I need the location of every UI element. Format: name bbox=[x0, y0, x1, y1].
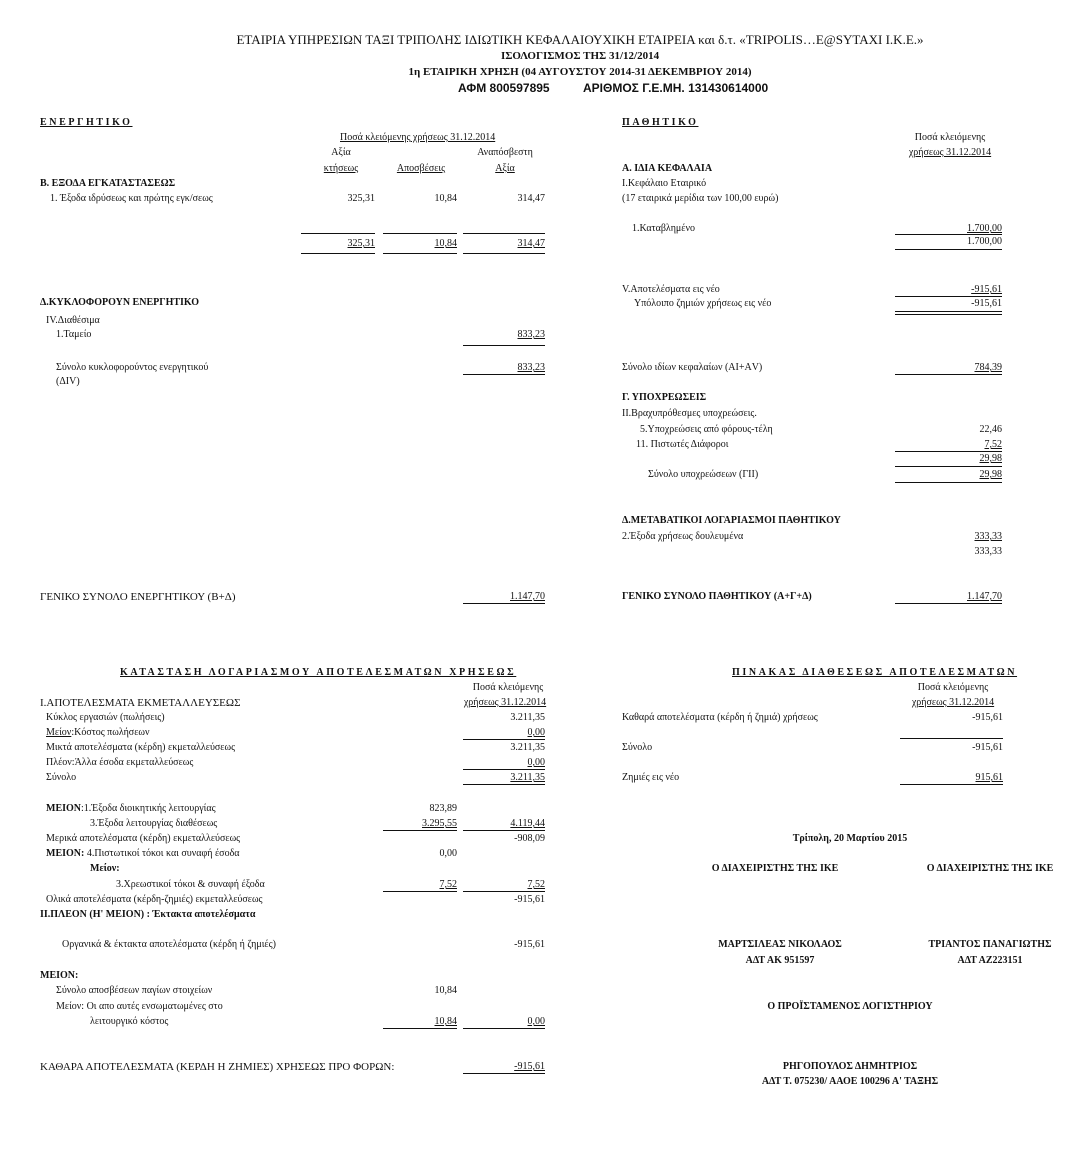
admin1-role: Ο ΔΙΑΧΕΙΡΙΣΤΗΣ ΤΗΣ ΙΚΕ bbox=[711, 863, 839, 874]
income-cost-rest: :Κόστος πωλήσεων bbox=[71, 727, 150, 738]
income-net-val: -915,61 bbox=[514, 1061, 545, 1072]
col-acquisition-1: Αξία bbox=[331, 147, 351, 158]
income-cost-val: 0,00 bbox=[527, 727, 545, 738]
liab-d-title: Δ.ΜΕΤΑΒΑΤΙΚΟΙ ΛΟΓΑΡΙΑΣΜΟΙ ΠΑΘΗΤΙΚΟΥ bbox=[622, 515, 841, 526]
income-dep-less-total: 0,00 bbox=[527, 1016, 545, 1027]
dist-loss: Ζημιές εις νέο bbox=[622, 772, 680, 783]
income-org: Οργανικά & έκτακτα αποτελέσματα (κέρδη ή ζημιές) bbox=[62, 939, 276, 950]
income-int-exp-total: 7,52 bbox=[527, 879, 545, 890]
assets-grand-label: ΓΕΝΙΚΟ ΣΥΝΟΛΟ ΕΝΕΡΓΗΤΙΚΟΥ (Β+Δ) bbox=[40, 591, 236, 603]
liab-a-v-sub-val: -915,61 bbox=[971, 298, 1002, 309]
income-minus: Μείον: bbox=[90, 863, 120, 874]
assets-title: ΕΝΕΡΓΗΤΙΚΟ bbox=[40, 117, 133, 128]
liab-a-total-val: 784,39 bbox=[974, 362, 1002, 373]
income-gross: Μικτά αποτελέσματα (κέρδη) εκμεταλλεύσεως bbox=[46, 742, 236, 753]
income-cost-prefix: Μείον bbox=[46, 727, 72, 738]
income-sum: Σύνολο bbox=[46, 772, 77, 783]
assets-d-cash: 1.Ταμείο bbox=[56, 329, 92, 340]
liab-a-total: Σύνολο ιδίων κεφαλαίων (ΑΙ+ΑV) bbox=[622, 362, 763, 373]
accountant-id: ΑΔΤ Τ. 075230/ ΑΑΟΕ 100296 Α' ΤΑΞΗΣ bbox=[761, 1076, 939, 1087]
company-title: ΕΤΑΙΡΙΑ ΥΠΗΡΕΣΙΩΝ ΤΑΞΙ ΤΡΙΠΟΛΗΣ ΙΔΙΩΤΙΚΗ ΚΕΦΑΛΑΙΟΥΧΙΚΗ ΕΤΑΙΡΕΙΑ και δ.τ. «TRIPOLIS…E@SYTAXI I.K.E.» bbox=[236, 32, 924, 47]
accountant-name: ΡΗΓΟΠΟΥΛΟΣ ΔΗΜΗΤΡΙΟΣ bbox=[782, 1061, 918, 1072]
income-period-header-1: Ποσά κλειόμενης bbox=[472, 682, 544, 693]
income-admin-prefix: ΜΕΙΟΝ bbox=[46, 803, 81, 814]
liab-a-v-val: -915,61 bbox=[971, 284, 1002, 295]
tax-id: ΑΦΜ 800597895 bbox=[458, 81, 550, 95]
liab-g-tax-val: 22,46 bbox=[979, 424, 1002, 435]
liab-g-total: Σύνολο υποχρεώσεων (ΓΙΙ) bbox=[648, 469, 759, 480]
place-date: Τρίπολη, 20 Μαρτίου 2015 bbox=[792, 833, 908, 844]
col-depreciation: Αποσβέσεις bbox=[396, 163, 446, 174]
liab-g-sub-val: 29,98 bbox=[979, 453, 1002, 464]
income-dep-less: Μείον: Οι απο αυτές ενσωματωμένες στο bbox=[56, 1001, 223, 1012]
assets-b-total-dep: 10,84 bbox=[434, 238, 457, 249]
assets-b-title: Β. ΕΞΟΔΑ ΕΓΚΑΤΑΣΤΑΣΕΩΣ bbox=[40, 178, 176, 189]
income-admin-val: 823,89 bbox=[429, 803, 457, 814]
assets-d-total-1: Σύνολο κυκλοφορούντος ενεργητικού bbox=[56, 362, 209, 373]
fiscal-period: 1η ΕΤΑΙΡΙΚΗ ΧΡΗΣΗ (04 ΑΥΓΟΥΣΤΟΥ 2014-31 ΔΕΚΕΜΒΡΙΟΥ 2014) bbox=[408, 66, 752, 78]
dist-sum-val: -915,61 bbox=[972, 742, 1003, 753]
balance-sheet-title: ΙΣΟΛΟΓΙΣΜΟΣ ΤΗΣ 31/12/2014 bbox=[500, 50, 660, 62]
dist-net: Καθαρά αποτελέσματα (κέρδη ή ζημιά) χρήσεως bbox=[622, 712, 818, 723]
income-dep-less-val: 10,84 bbox=[434, 1016, 457, 1027]
income-turnover: Κύκλος εργασιών (πωλήσεις) bbox=[46, 712, 165, 723]
assets-b-item: 1. Έξοδα ιδρύσεως και πρώτης εγκ/σεως bbox=[50, 193, 213, 204]
income-admin bbox=[46, 803, 216, 814]
assets-b-total-acq: 325,31 bbox=[347, 238, 375, 249]
income-int-inc-prefix: ΜΕΙΟΝ: bbox=[46, 848, 85, 859]
liab-d-item-val: 333,33 bbox=[974, 531, 1002, 542]
col-net-2: Αξία bbox=[495, 163, 515, 174]
income-net-label: ΚΑΘΑΡΑ ΑΠΟΤΕΛΕΣΜΑΤΑ (ΚΕΡΔΗ Η ΖΗΜΙΕΣ) ΧΡΗΣΕΩΣ ΠΡΟ ΦΟΡΩΝ: bbox=[40, 1061, 395, 1073]
assets-b-item-acq: 325,31 bbox=[347, 193, 375, 204]
income-int-exp: 3.Χρεωστικοί τόκοι & συναφή έξοδα bbox=[116, 879, 265, 890]
dist-loss-val: 915,61 bbox=[975, 772, 1003, 783]
accountant-role: Ο ΠΡΟΪΣΤΑΜΕΝΟΣ ΛΟΓΙΣΤΗΡΙΟΥ bbox=[767, 1001, 933, 1012]
income-dep-val: 10,84 bbox=[434, 985, 457, 996]
dist-period-header-1: Ποσά κλειόμενης bbox=[917, 682, 989, 693]
income-other-val: 0,00 bbox=[527, 757, 545, 768]
assets-d-title: Δ.ΚΥΚΛΟΦΟΡΟΥΝ ΕΝΕΡΓΗΤΙΚΟ bbox=[40, 297, 200, 308]
col-acquisition-2: κτήσεως bbox=[323, 163, 359, 174]
assets-d-total-val: 833,23 bbox=[517, 362, 545, 373]
income-total-op: Ολικά αποτελέσματα (κέρδη-ζημιές) εκμεταλλεύσεως bbox=[46, 894, 263, 905]
liab-a-paid-total: 1.700,00 bbox=[967, 236, 1002, 247]
distribution-title: ΠΙΝΑΚΑΣ ΔΙΑΘΕΣΕΩΣ ΑΠΟΤΕΛΕΣΜΑΤΩΝ bbox=[732, 667, 1018, 678]
assets-period-header: Ποσά κλειόμενης χρήσεως 31.12.2014 bbox=[340, 132, 496, 143]
liab-g-cred: 11. Πιστωτές Διάφοροι bbox=[636, 439, 729, 450]
income-meion: ΜΕΙΟΝ: bbox=[40, 970, 79, 981]
gemi-number: ΑΡΙΘΜΟΣ Γ.Ε.ΜΗ. 131430614000 bbox=[583, 81, 769, 95]
liab-grand-val: 1.147,70 bbox=[967, 591, 1002, 602]
income-gross-val: 3.211,35 bbox=[510, 742, 545, 753]
liab-a-v: V.Αποτελέσματα εις νέο bbox=[622, 284, 720, 295]
income-total-op-val: -915,61 bbox=[514, 894, 545, 905]
liab-a-v-sub: Υπόλοιπο ζημιών χρήσεως εις νέο bbox=[634, 298, 772, 309]
income-org-val: -915,61 bbox=[514, 939, 545, 950]
dist-sum: Σύνολο bbox=[622, 742, 653, 753]
income-int-exp-val: 7,52 bbox=[439, 879, 457, 890]
income-admin-rest: :1.Έξοδα διοικητικής λειτουργίας bbox=[81, 803, 216, 814]
assets-b-item-net: 314,47 bbox=[517, 193, 545, 204]
income-dist-total: 4.119,44 bbox=[510, 818, 545, 829]
liab-a-i: Ι.Κεφάλαιο Εταιρικό bbox=[622, 178, 707, 189]
income-dist-val: 3.295,55 bbox=[422, 818, 457, 829]
liabilities-title: ΠΑΘΗΤΙΚΟ bbox=[622, 117, 699, 128]
liab-period-header-1: Ποσά κλειόμενης bbox=[914, 132, 986, 143]
liab-g-total-val: 29,98 bbox=[979, 469, 1002, 480]
admin2-id: ΑΔΤ ΑΖ223151 bbox=[957, 955, 1023, 966]
liab-a-title: Α. ΙΔΙΑ ΚΕΦΑΛΑΙΑ bbox=[622, 163, 713, 174]
admin2-role: Ο ΔΙΑΧΕΙΡΙΣΤΗΣ ΤΗΣ ΙΚΕ bbox=[926, 863, 1054, 874]
assets-grand-val: 1.147,70 bbox=[510, 591, 545, 602]
income-partial-val: -908,09 bbox=[514, 833, 545, 844]
income-dist: 3.Έξοδα λειτουργίας διαθέσεως bbox=[90, 818, 218, 829]
income-dep: Σύνολο αποσβέσεων παγίων στοιχείων bbox=[56, 985, 213, 996]
liab-d-total-val: 333,33 bbox=[974, 546, 1002, 557]
assets-d-iv: IV.Διαθέσιμα bbox=[46, 315, 100, 326]
income-int-inc-val: 0,00 bbox=[439, 848, 457, 859]
assets-b-total-net: 314,47 bbox=[517, 238, 545, 249]
dist-net-val: -915,61 bbox=[972, 712, 1003, 723]
liab-d-item: 2.Έξοδα χρήσεως δουλευμένα bbox=[622, 531, 744, 542]
liab-a-paid: 1.Καταβλημένο bbox=[632, 223, 696, 234]
liab-period-header-2: χρήσεως 31.12.2014 bbox=[908, 147, 992, 158]
admin2-name: ΤΡΙΑΝΤΟΣ ΠΑΝΑΓΙΩΤΗΣ bbox=[928, 939, 1052, 950]
income-title: ΚΑΤΑΣΤΑΣΗ ΛΟΓΑΡΙΑΣΜΟΥ ΑΠΟΤΕΛΕΣΜΑΤΩΝ ΧΡΗΣΕΩΣ bbox=[120, 667, 517, 678]
liab-g-tax: 5.Υποχρεώσεις από φόρους-τέλη bbox=[640, 424, 773, 435]
liab-g-ii: ΙΙ.Βραχυπρόθεσμες υποχρεώσεις. bbox=[622, 408, 757, 419]
dist-period-header-2: χρήσεως 31.12.2014 bbox=[911, 697, 995, 708]
income-int-inc-rest: 4.Πιστωτικοί τόκοι και συναφή έσοδα bbox=[86, 848, 240, 859]
income-dep-less-2: λειτουργικό κόστος bbox=[90, 1016, 169, 1027]
income-period-header-2: χρήσεως 31.12.2014 bbox=[463, 697, 547, 708]
income-s2-title: ΙΙ.ΠΛΕΟΝ (Η' ΜΕΙΟΝ) : Έκτακτα αποτελέσματα bbox=[40, 909, 256, 920]
income-s1-title: Ι.ΑΠΟΤΕΛΕΣΜΑΤΑ ΕΚΜΕΤΑΛΛΕΥΣΕΩΣ bbox=[40, 697, 241, 709]
liab-g-cred-val: 7,52 bbox=[984, 439, 1002, 450]
liab-g-title: Γ. ΥΠΟΧΡΕΩΣΕΙΣ bbox=[622, 392, 707, 403]
admin1-id: ΑΔΤ ΑΚ 951597 bbox=[745, 955, 815, 966]
col-net-1: Αναπόσβεστη bbox=[477, 147, 533, 158]
liab-a-paid-val: 1.700,00 bbox=[967, 223, 1002, 234]
income-cost bbox=[46, 727, 150, 738]
assets-b-item-dep: 10,84 bbox=[434, 193, 457, 204]
assets-d-total-2: (ΔIV) bbox=[56, 376, 80, 387]
income-turnover-val: 3.211,35 bbox=[510, 712, 545, 723]
income-int-inc bbox=[46, 848, 240, 859]
income-partial: Μερικά αποτελέσματα (κέρδη) εκμεταλλεύσεως bbox=[46, 833, 241, 844]
income-sum-val: 3.211,35 bbox=[510, 772, 545, 783]
liab-grand-label: ΓΕΝΙΚΟ ΣΥΝΟΛΟ ΠΑΘΗΤΙΚΟΥ (Α+Γ+Δ) bbox=[622, 591, 812, 602]
admin1-name: ΜΑΡΤΣΙΛΕΑΣ ΝΙΚΟΛΑΟΣ bbox=[718, 939, 842, 950]
assets-d-cash-val: 833,23 bbox=[517, 329, 545, 340]
income-other: Πλέον:Άλλα έσοδα εκμεταλλεύσεως bbox=[46, 757, 194, 768]
liab-a-i-note: (17 εταιρικά μερίδια των 100,00 ευρώ) bbox=[622, 193, 779, 204]
